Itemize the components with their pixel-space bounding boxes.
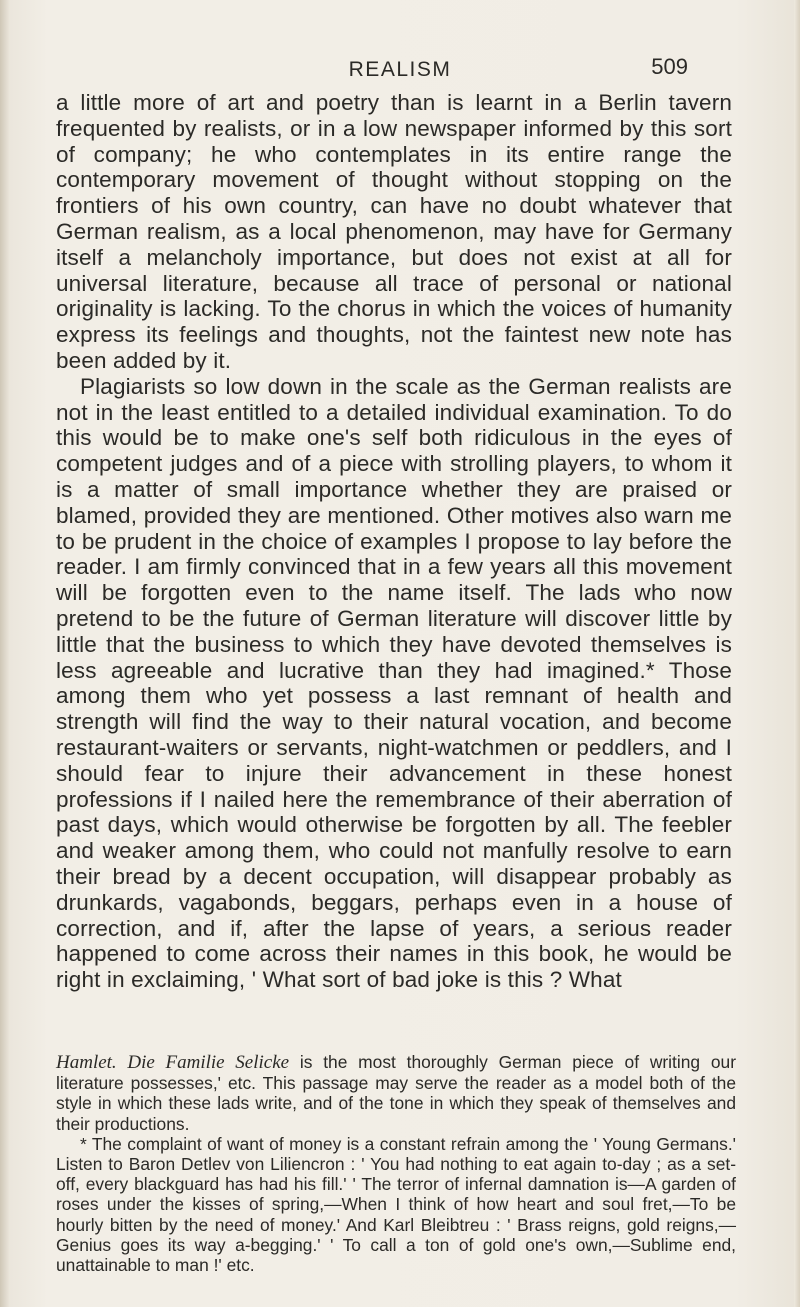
footnotes [56,1052,736,1275]
footnote-2: * The complaint of want of money is a constant refrain among the ' Young Germans.' Listen to Baron Detlev von Liliencron : ' You had nothing to eat again to-day ; as a set-off, every blackguard has had his fill.' ' The terror of infernal damnation is—A garden of roses under the kisses of spring,—When I think of how heart and soul fret,—To be hourly bitten by the need of money.' And Karl Bleibtreu : ' Brass reigns, gold reigns,—Genius goes its way a-begging.' ' To call a ton of gold one's own,—Sublime end, unattainable to man !' etc. [56,1133,736,1276]
running-head: REALISM [348,58,452,81]
footnote-1 [56,1052,736,1134]
main-text [56,90,732,993]
paragraph-1: a little more of art and poetry than is learnt in a Berlin tavern frequented by realists, or in a low newspaper informed by this sort of company; he who contemplates in its entire range the contemporary movement of thought without stopping on the frontiers of his own country, can have no doubt whatever that German realism, as a local phenomenon, may have for Germany itself a melancholy importance, but does not exist at all for universal literature, because all trace of personal or national originality is lacking. To the chorus in which the voices of humanity express its feelings and thoughts, not the faintest new note has been added by it. [56,90,732,373]
paragraph-2: Plagiarists so low down in the scale as the German realists are not in the least entitled to a detailed individual examination. To do this would be to make one's self both ridiculous in the eyes of competent judges and of a piece with strolling players, to whom it is a matter of small importance whether they are praised or blamed, provided they are mentioned. Other motives also warn me to be prudent in the choice of examples I propose to lay before the reader. I am firmly convinced that in a few years all this movement will be forgotten even to the name itself. The lads who now pretend to be the future of German literature will discover little by little that the business to which they have devoted themselves is less agreeable and lucrative than they had imagined.* Those among them who yet possess a last remnant of health and strength will find the way to their natural vocation, and become restaurant-waiters or servants, night-watchmen or peddlers, and I should fear to injure their advancement in these honest professions if I nailed here the remembrance of their aberration of past days, which would otherwise be forgotten by all. The feebler and weaker among them, who could not manfully resolve to earn their bread by a decent occupation, will disappear probably as drunkards, vagabonds, beggars, perhaps even in a house of correction, and if, after the lapse of years, a serious reader happened to come across their names in this book, he would be right in exclaiming, ' What sort of bad joke is this ? What [56,373,732,993]
page-binding-shadow [0,0,10,1307]
page-header [0,54,800,88]
footnote-1-text: is the most thoroughly German piece of writing our literature possesses,' etc. This passage may serve the reader as a model both of the style in which these lads write, and of the tone in which they speak of themselves and their productions. [56,1052,736,1134]
page-right-edge [794,0,800,1307]
page-number: 509 [651,54,688,79]
footnote-1-italic: Hamlet. Die Familie Selicke [56,1052,290,1073]
